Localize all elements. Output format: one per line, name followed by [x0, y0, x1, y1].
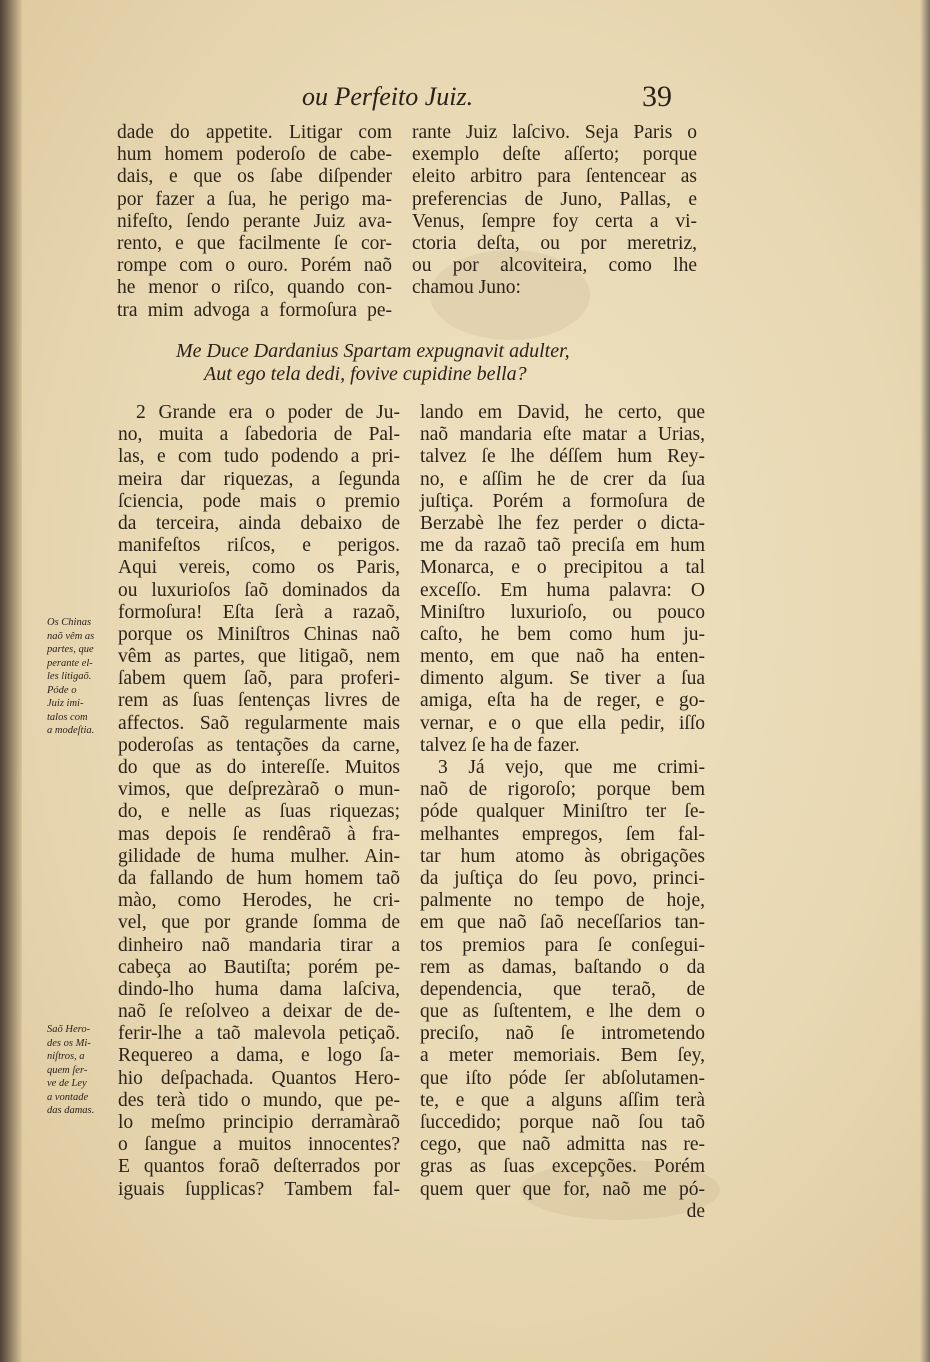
- text-line: te, e que a alguns aſſim terà: [420, 1089, 705, 1111]
- text-line: em que naõ ſaõ neceſſarios tan-: [420, 912, 705, 934]
- text-line: naõ mandaria eſte matar a Urias,: [420, 424, 705, 446]
- text-line: des terà tido o mundo, que pe-: [118, 1089, 400, 1111]
- text-line: talvez ſe ha de fazer.: [420, 734, 580, 756]
- text-line: da fallando de hum homem taõ: [118, 867, 400, 889]
- catchword: de: [686, 1200, 705, 1222]
- text-line: palmente no tempo de hoje,: [420, 890, 705, 912]
- text-line: do que as do intereſſe. Muitos: [118, 757, 400, 778]
- text-line: ſciencia, pode mais o premio: [118, 490, 400, 512]
- text-line: rem as damas, baſtando o da: [420, 956, 705, 978]
- text-line: iguais ſupplicas? Tambem fal-: [118, 1178, 400, 1200]
- text-line: no, e aſſim he de crer da ſua: [420, 468, 705, 490]
- text-line: Requereo a dama, e logo ſa-: [118, 1045, 400, 1067]
- marginal-note-line: les litigaõ.: [47, 671, 92, 682]
- page-header: [290, 74, 710, 118]
- text-line: exceſſo. Em huma palavra: O: [420, 579, 705, 601]
- text-line: gras as ſuas excepções. Porém: [420, 1156, 705, 1178]
- text-line: no, muita a ſabedoria de Pal-: [118, 424, 400, 446]
- text-line: ſabem quem ſaõ, para proferi-: [118, 668, 400, 690]
- text-line: 2 Grande era o poder de Ju-: [136, 402, 400, 423]
- marginal-note-line: talos com: [47, 711, 88, 723]
- latin-quotation: [176, 340, 646, 386]
- text-line: melhantes empregos, ſem fal-: [420, 823, 705, 845]
- text-line: amiga, eſta ha de reger, e go-: [420, 690, 705, 712]
- marginal-note-line: partes, que: [47, 644, 94, 655]
- text-line: chamou Juno:: [412, 277, 521, 299]
- text-line: caſto, he bem como hum ju-: [420, 623, 705, 645]
- text-line: nifeſto, ſendo perante Juiz ava-: [117, 210, 392, 232]
- text-line: a meter memoriais. Bem ſey,: [420, 1045, 705, 1067]
- marginal-note-line: ve de Ley: [47, 1078, 87, 1089]
- marginal-note-line: Póde o: [47, 684, 77, 696]
- text-line: ou por alcoviteira, como lhe: [412, 255, 697, 277]
- text-line: dimento algum. Se tiver a ſua: [420, 668, 705, 690]
- text-line: lando em David, he certo, que: [420, 402, 705, 423]
- text-line: ſuccedido; porque naõ ſou taõ: [420, 1112, 705, 1133]
- text-line: dade do appetite. Litigar com: [117, 122, 392, 143]
- text-line: Venus, ſempre foy certa a vi-: [412, 210, 697, 232]
- marginal-note-line: a modeſtia.: [47, 725, 95, 736]
- lower-left-column: [118, 402, 400, 1201]
- marginal-note-line: des os Mi-: [47, 1037, 91, 1049]
- text-line: dependencia, que teraõ, de: [420, 978, 705, 1000]
- text-line: por fazer a ſua, he perigo ma-: [117, 188, 392, 210]
- text-line: rante Juiz laſcivo. Seja Paris o: [412, 122, 697, 143]
- text-line: las, e com tudo podendo a pri-: [118, 446, 400, 468]
- text-line: rompe com o ouro. Porém naõ: [117, 255, 392, 277]
- text-line: he menor o riſco, quando con-: [117, 277, 392, 299]
- text-line: da juſtiça do ſeu povo, princi-: [420, 867, 705, 889]
- text-line: ou luxurioſos ſaõ dominados da: [118, 579, 400, 601]
- text-line: vel, que por grande ſomma de: [118, 912, 400, 934]
- marginal-note-line: Saõ Hero-: [47, 1024, 91, 1035]
- text-line: que iſto póde ſer abſolutamen-: [420, 1067, 705, 1089]
- text-line: rem as ſuas ſentenças livres de: [118, 690, 400, 712]
- page-edge: [920, 0, 930, 1362]
- text-line: naõ de rigoroſo; porque bem: [420, 779, 705, 801]
- lower-right-column: [420, 402, 705, 1223]
- text-line: vimos, que deſprezàraõ o mun-: [118, 779, 400, 801]
- marginal-note-line: niſtros, a: [47, 1051, 85, 1062]
- text-line: hum homem poderoſo de cabe-: [117, 144, 392, 166]
- text-line: vêm as partes, que litigaõ, nem: [118, 646, 400, 668]
- text-line: affectos. Saõ regularmente mais: [118, 712, 400, 734]
- text-line: meira dar riquezas, a ſegunda: [118, 468, 400, 490]
- text-line: vernar, e o que ella pedir, iſſo: [420, 712, 705, 734]
- text-line: porque os Miniſtros Chinas naõ: [118, 623, 400, 645]
- verse-line: Me Duce Dardanius Spartam expugnavit adulter,: [176, 340, 570, 362]
- text-line: gilidade de huma mulher. Ain-: [118, 845, 400, 867]
- marginal-note-chinas: [47, 616, 117, 738]
- text-line: mento, em que naõ ha enten-: [420, 646, 705, 668]
- text-line: póde qualquer Miniſtro ter ſe-: [420, 801, 705, 823]
- text-line: o ſangue a muitos innocentes?: [118, 1134, 400, 1156]
- marginal-note-line: a vontade: [47, 1091, 89, 1103]
- marginal-note-line: quem ſer-: [47, 1064, 88, 1076]
- text-line: naõ ſe reſolveo a deixar de de-: [118, 1001, 400, 1023]
- text-line: da terceira, ainda debaixo de: [118, 512, 400, 534]
- text-line: Miniſtro luxurioſo, ou pouco: [420, 601, 705, 623]
- marginal-note-line: perante el-: [47, 657, 93, 669]
- text-line: eleito arbitro para ſentencear as: [412, 166, 697, 188]
- text-line: preciſo, naõ ſe intrometendo: [420, 1023, 705, 1045]
- text-line: hio deſpachada. Quantos Hero-: [118, 1067, 400, 1089]
- text-line: cabeça ao Bautiſta; porém pe-: [118, 956, 400, 978]
- text-line: tos premios para ſe conſegui-: [420, 934, 705, 956]
- marginal-note-line: naõ vêm as: [47, 630, 95, 642]
- book-gutter-shadow: [0, 0, 22, 1362]
- text-line: cego, que naõ admitta nas re-: [420, 1134, 705, 1156]
- text-line: formoſura! Eſta ſerà a razaõ,: [118, 601, 400, 623]
- text-line: dais, e que os ſabe diſpender: [117, 166, 392, 188]
- text-line: ctoria deſta, ou por meretriz,: [412, 232, 697, 254]
- text-line: dindo-lho huma dama laſciva,: [118, 978, 400, 1000]
- text-line: preferencias de Juno, Pallas, e: [412, 188, 697, 210]
- text-line: dinheiro naõ mandaria tirar a: [118, 934, 400, 956]
- upper-right-column: [412, 122, 697, 300]
- text-line: talvez ſe lhe déſſem hum Rey-: [420, 446, 705, 468]
- text-line: Berzabè lhe fez perder o dicta-: [420, 512, 705, 534]
- text-line: rento, e que facilmente ſe cor-: [117, 232, 392, 254]
- text-line: me da razaõ taõ preciſa em hum: [420, 535, 705, 557]
- text-line: mas depois ſe rendêraõ à fra-: [118, 823, 400, 845]
- text-line: Aqui vereis, como os Paris,: [118, 557, 400, 579]
- text-line: Monarca, e o precipitou a tal: [420, 557, 705, 579]
- marginal-note-line: das damas.: [47, 1105, 95, 1116]
- text-line: exemplo deſte aſſerto; porque: [412, 144, 697, 166]
- text-line: ferir-lhe a taõ malevola petiçaõ.: [118, 1023, 400, 1045]
- marginal-note-line: Juiz imi-: [47, 698, 84, 709]
- text-line: 3 Já vejo, que me crimi-: [438, 757, 705, 778]
- text-line: poderoſas as tentações da carne,: [118, 734, 400, 756]
- marginal-note-herodes: [47, 1023, 117, 1118]
- upper-left-column: [117, 122, 392, 322]
- text-line: E quantos foraõ deſterrados por: [118, 1156, 400, 1178]
- text-line: do, e nelle as ſuas riquezas;: [118, 801, 400, 823]
- marginal-note-line: Os Chinas: [47, 617, 92, 628]
- running-title: ou Perfeito Juiz.: [302, 82, 474, 111]
- text-line: quem quer que for, naõ me pó-: [420, 1178, 705, 1200]
- text-line: mào, como Herodes, he cri-: [118, 890, 400, 912]
- verse-line: Aut ego tela dedi, fovive cupidine bella?: [204, 363, 527, 385]
- text-line: que as ſuſtentem, e lhe dem o: [420, 1001, 705, 1023]
- text-line: tar hum atomo às obrigações: [420, 845, 705, 867]
- text-line: tra mim advoga a formoſura pe-: [117, 299, 392, 321]
- text-line: juſtiça. Porém a formoſura de: [420, 490, 705, 512]
- text-line: manifeſtos riſcos, e perigos.: [118, 535, 400, 557]
- text-line: lo meſmo principio derramàraõ: [118, 1112, 400, 1133]
- page-number: 39: [642, 80, 672, 113]
